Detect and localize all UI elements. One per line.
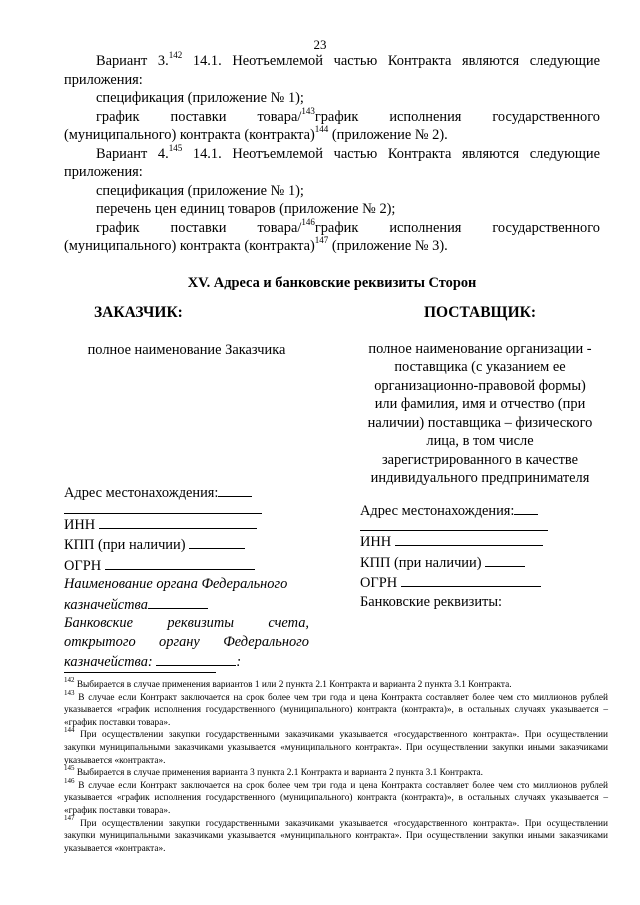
supplier-bank: Банковские реквизиты: [360,593,502,610]
supplier-description: полное наименование организации - поставщика (с указанием ее организационно-правовой формы) или фамилия, имя и отчество (при наличии) поставщика – физического лица, в том числе зарегистрированного в качестве индивидуального предпринимателя [367,340,593,486]
variant3-line2: приложения: [64,71,143,88]
parties-columns [64,304,600,672]
customer-inn: ИНН [64,514,309,535]
customer-bank-2: открытого органу Федерального [64,633,309,650]
variant3-schedule-cont: (муниципального) контракта (контракта)$^{144}$ (приложение № 2). [64,124,448,143]
variant4-prices: перечень цен единиц товаров (приложение № 2); [96,201,396,217]
footnote-142: $^{142}$ Выбирается в случае применения вариантов 1 или 2 пункта 2.1 Контракта и варианта 2 пункта 3.1 Контракта. [64,675,512,690]
variant3-line1: Вариант 3.$^{142}$ 14.1. Неотъемлемой частью Контракта являются следующие [96,50,600,69]
supplier-heading: ПОСТАВЩИК: [423,304,537,321]
variant3-schedule: график поставки товара/$^{143}$график исполнения государственного [96,105,600,125]
footnote-147: $^{147}$ При осуществлении закупки государственными заказчиками указывается «государственного контракта». При осуществлении закупки муниципальными заказчиками указывается «муниципального контракта». При осуществлении закупки иными заказчиками указывается «контракта». [64,814,608,854]
footnote-144: $^{144}$ При осуществлении закупки государственными заказчиками указывается «государственного контракта». При осуществлении закупки муниципальными заказчиками указывается «муниципального контракта». При осуществлении закупки иными заказчиками указывается «контракта». [64,726,608,766]
supplier-column [360,304,600,672]
customer-treasury-1: Наименование органа Федерального [64,576,288,592]
supplier-ogrn: ОГРН [360,572,600,593]
customer-description: полное наименование Заказчика [87,341,286,358]
footnote-145: $^{145}$ Выбирается в случае применения варианта 3 пункта 2.1 Контракта и варианта 2 пункта 3.1 Контракта. [64,764,483,779]
document-body [64,52,600,672]
section-title: XV. Адреса и банковские реквизиты Сторон [187,274,477,291]
supplier-inn: ИНН [360,531,600,552]
page-number: 23 [313,37,327,52]
customer-address: Адрес местонахождения: [64,482,309,503]
customer-kpp: КПП (при наличии) [64,534,309,555]
variant4-line2: приложения: [64,164,143,180]
footnotes [64,672,608,855]
variant3-spec: спецификация (приложение № 1); [96,90,304,106]
customer-address-line [64,503,262,514]
footnote-separator [64,672,216,673]
variant4-spec: спецификация (приложение № 1); [96,182,304,199]
variant4-schedule-cont: (муниципального) контракта (контракта)$^{147}$ (приложение № 3). [64,235,448,254]
variant4-line1: Вариант 4.$^{145}$ 14.1. Неотъемлемой частью Контракта являются следующие [96,142,600,162]
supplier-address: Адрес местонахождения: [360,500,600,521]
supplier-address-line [360,520,548,531]
customer-treasury-2: казначейства [64,594,309,615]
variant4-schedule: график поставки товара/$^{146}$график исполнения государственного [96,216,600,236]
customer-bank-3: казначейства: : [64,651,309,672]
supplier-kpp: КПП (при наличии) [360,552,600,573]
customer-column [64,304,309,672]
footnote-146: $^{146}$ В случае если Контракт заключается на срок более чем три года и цена Контракта составляет более чем сто миллионов рублей указывается «график исполнения государственного (муниципального) контракта (контракта)», в остальных случаях указывается – «график поставки товара». [64,776,608,816]
customer-bank-1: Банковские реквизиты счета, [64,615,309,631]
customer-ogrn: ОГРН [64,555,309,576]
customer-heading: ЗАКАЗЧИК: [94,304,183,321]
footnote-143: $^{143}$ В случае если Контракт заключается на срок более чем три года и цена Контракта составляет более чем сто миллионов рублей указывается «график исполнения государственного (муниципального) контракта (контракта)», в остальных случаях указывается – «график поставки товара». [64,688,608,728]
